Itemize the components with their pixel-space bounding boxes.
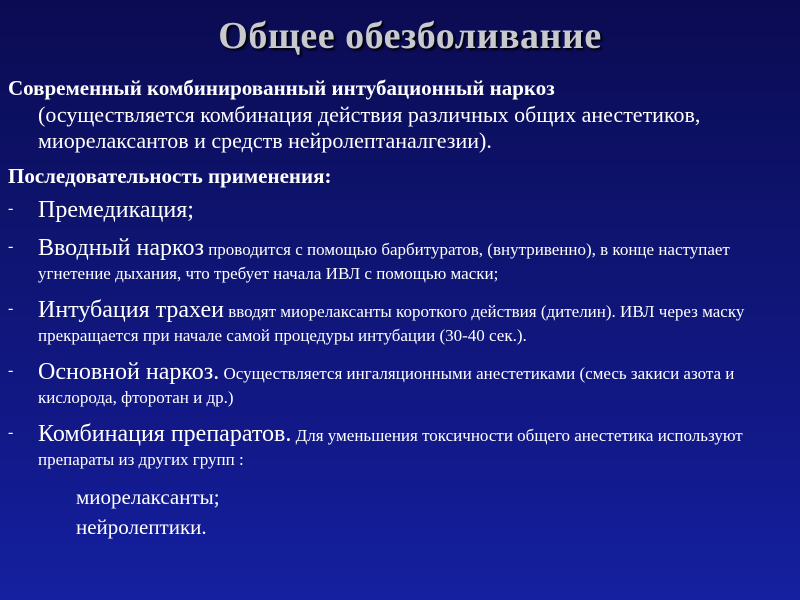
list-item [8,420,788,472]
item-detail: проводится с помощью барбитуратов, (внутривенно), в конце наступает угнетение дыхания, что требует начала ИВЛ с помощью маски; [38,240,730,283]
drug-group-item: нейролептики. [76,515,207,539]
anesthesia-heading: Современный комбинированный интубационный наркоз [8,76,555,100]
drug-groups [8,482,788,542]
bullet-dash: - [8,200,14,217]
item-detail: вводят миорелаксанты короткого действия (дителин). ИВЛ через маску прекращается при начале самой процедуры интубации (30-40 сек.). [38,302,745,345]
slide-content [8,76,788,542]
item-detail: Для уменьшения токсичности общего анестетика используют препараты из других групп : [38,426,743,469]
sequence-list [8,196,788,472]
list-item [8,296,788,348]
bullet-dash: - [8,238,14,255]
bullet-dash: - [8,424,14,441]
list-item [8,234,788,286]
sequence-heading: Последовательность применения: [8,164,332,188]
item-title: Комбинация препаратов. [38,421,292,447]
item-detail: Осуществляется ингаляционными анестетиками (смесь закиси азота и кислорода, фторотан и др.) [38,364,735,407]
item-title: Вводный наркоз [38,235,204,261]
slide-title: Общее обезболивание [218,15,602,57]
list-item [8,196,788,224]
item-title: Интубация трахеи [38,297,224,323]
item-title: Основной наркоз. [38,359,220,385]
bullet-dash: - [8,300,14,317]
item-title: Премедикация; [38,197,194,223]
anesthesia-description: (осуществляется комбинация действия различных общих анестетиков, миорелаксантов и средств нейролептаналгезии). [38,102,701,153]
bullet-dash: - [8,362,14,379]
list-item [8,358,788,410]
drug-group-item: миорелаксанты; [76,485,220,509]
